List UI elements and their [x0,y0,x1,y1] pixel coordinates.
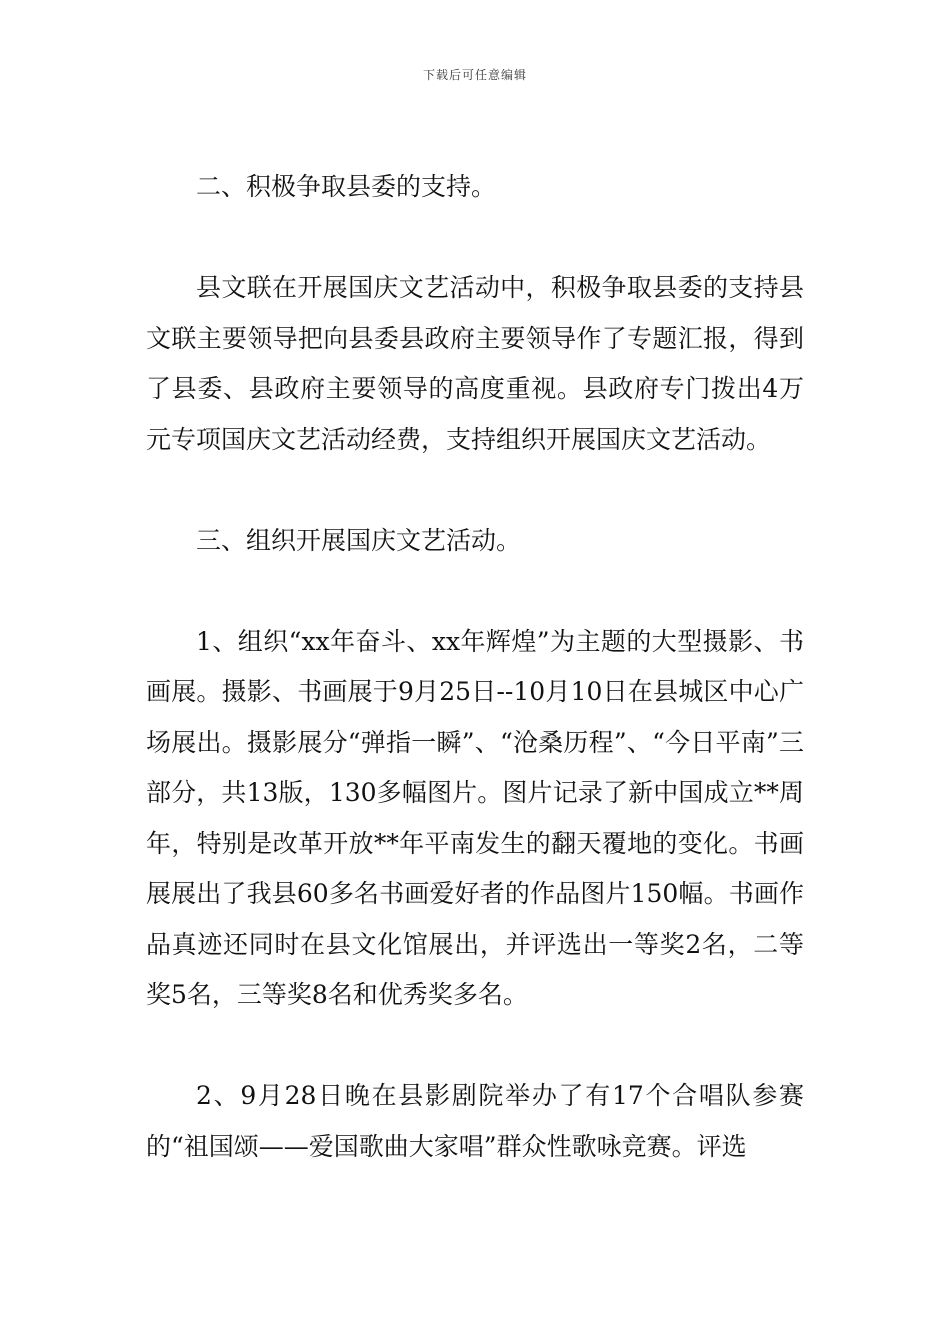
paragraph-gap [146,213,804,264]
paragraph-gap [146,1021,804,1072]
section-heading-2: 二、积极争取县委的支持。 [196,172,497,201]
paragraph-gap [146,566,804,617]
document-body [146,162,804,1172]
paragraph-exhibition: 1、组织“xx年奋斗、xx年辉煌”为主题的大型摄影、书画展。摄影、书画展于9月25日--10月10日在县城区中心广场展出。摄影展分“弹指一瞬”、“沧桑历程”、“今日平南”三部分，共13版，130多幅图片。图片记录了新中国成立**周年，特别是改革开放**年平南发生的翻天覆地的变化。书画展展出了我县60多名书画爱好者的作品图片150幅。书画作品真迹还同时在县文化馆展出，并评选出一等奖2名，二等奖5名，三等奖8名和优秀奖多名。 [146,626,804,1009]
paragraph-singing-contest: 2、9月28日晚在县影剧院举办了有17个合唱队参赛的“祖国颂——爱国歌曲大家唱”群众性歌咏竞赛。评选 [146,1081,804,1161]
paragraph-gap [146,465,804,516]
paragraph-support: 县文联在开展国庆文艺活动中，积极争取县委的支持县文联主要领导把向县委县政府主要领导作了专题汇报，得到了县委、县政府主要领导的高度重视。县政府专门拨出4万元专项国庆文艺活动经费，支持组织开展国庆文艺活动。 [146,273,804,454]
section-heading-3: 三、组织开展国庆文艺活动。 [196,525,522,555]
page-header: 下载后可任意编辑 [422,68,527,82]
